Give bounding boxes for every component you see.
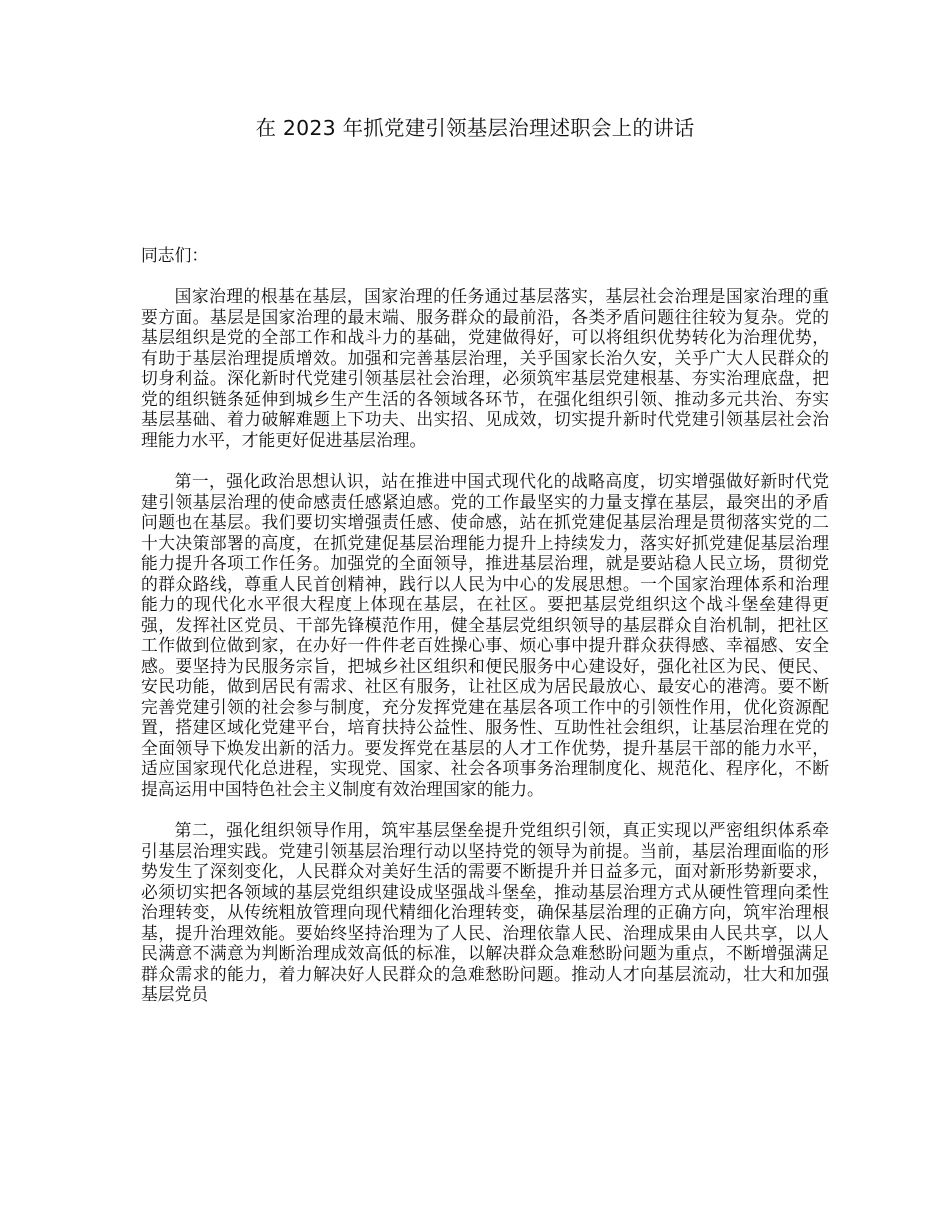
document-title: 在 2023 年抓党建引领基层治理述职会上的讲话 [255,116,695,140]
document-body [141,286,829,1026]
paragraph-second-point: 第二，强化组织领导作用，筑牢基层堡垒提升党组织引领，真正实现以严密组织体系牵引基层治理实践。党建引领基层治理行动以坚持党的领导为前提。当前，基层治理面临的形势发生了深刻变化，人民群众对美好生活的需要不断提升并日益多元，面对新形势新要求，必须切实把各领域的基层党组织建设成坚强战斗堡垒，推动基层治理方式从硬性管理向柔性治理转变，从传统粗放管理向现代精细化治理转变，确保基层治理的正确方向，筑牢治理根基，提升治理效能。要始终坚持治理为了人民、治理依靠人民、治理成果由人民共享，以人民满意不满意为判断治理成效高低的标准，以解决群众急难愁盼问题为重点，不断增强满足群众需求的能力，着力解决好人民群众的急难愁盼问题。推动人才向基层流动，壮大和加强基层党员 [141,820,829,1004]
salutation: 同志们： [141,245,209,265]
paragraph-first-point: 第一，强化政治思想认识，站在推进中国式现代化的战略高度，切实增强做好新时代党建引领基层治理的使命感责任感紧迫感。党的工作最坚实的力量支撑在基层，最突出的矛盾问题也在基层。我们要切实增强责任感、使命感，站在抓党建促基层治理是贯彻落实党的二十大决策部署的高度，在抓党建促基层治理能力提升上持续发力，落实好抓党建促基层治理能力提升各项工作任务。加强党的全面领导，推进基层治理，就是要站稳人民立场，贯彻党的群众路线，尊重人民首创精神，践行以人民为中心的发展思想。一个国家治理体系和治理能力的现代化水平很大程度上体现在基层，在社区。要把基层党组织这个战斗堡垒建得更强，发挥社区党员、干部先锋模范作用，健全基层党组织领导的基层群众自治机制，把社区工作做到位做到家，在办好一件件老百姓操心事、烦心事中提升群众获得感、幸福感、安全感。要坚持为民服务宗旨，把城乡社区组织和便民服务中心建设好，强化社区为民、便民、安民功能，做到居民有需求、社区有服务，让社区成为居民最放心、最安心的港湾。要不断完善党建引领的社会参与制度，充分发挥党建在基层各项工作中的引领性作用，优化资源配置，搭建区域化党建平台，培育扶持公益性、服务性、互助性社会组织，让基层治理在党的全面领导下焕发出新的活力。要发挥党在基层的人才工作优势，提升基层干部的能力水平，适应国家现代化总进程，实现党、国家、社会各项事务治理制度化、规范化、程序化，不断提高运用中国特色社会主义制度有效治理国家的能力。 [141,471,829,799]
paragraph-intro: 国家治理的根基在基层，国家治理的任务通过基层落实，基层社会治理是国家治理的重要方面。基层是国家治理的最末端、服务群众的最前沿，各类矛盾问题往往较为复杂。党的基层组织是党的全部工作和战斗力的基础，党建做得好，可以将组织优势转化为治理优势，有助于基层治理提质增效。加强和完善基层治理，关乎国家长治久安，关乎广大人民群众的切身利益。深化新时代党建引领基层社会治理，必须筑牢基层党建根基、夯实治理底盘，把党的组织链条延伸到城乡生产生活的各领域各环节，在强化组织引领、推动多元共治、夯实基层基础、着力破解难题上下功夫、出实招、见成效，切实提升新时代党建引领基层社会治理能力水平，才能更好促进基层治理。 [141,286,829,450]
